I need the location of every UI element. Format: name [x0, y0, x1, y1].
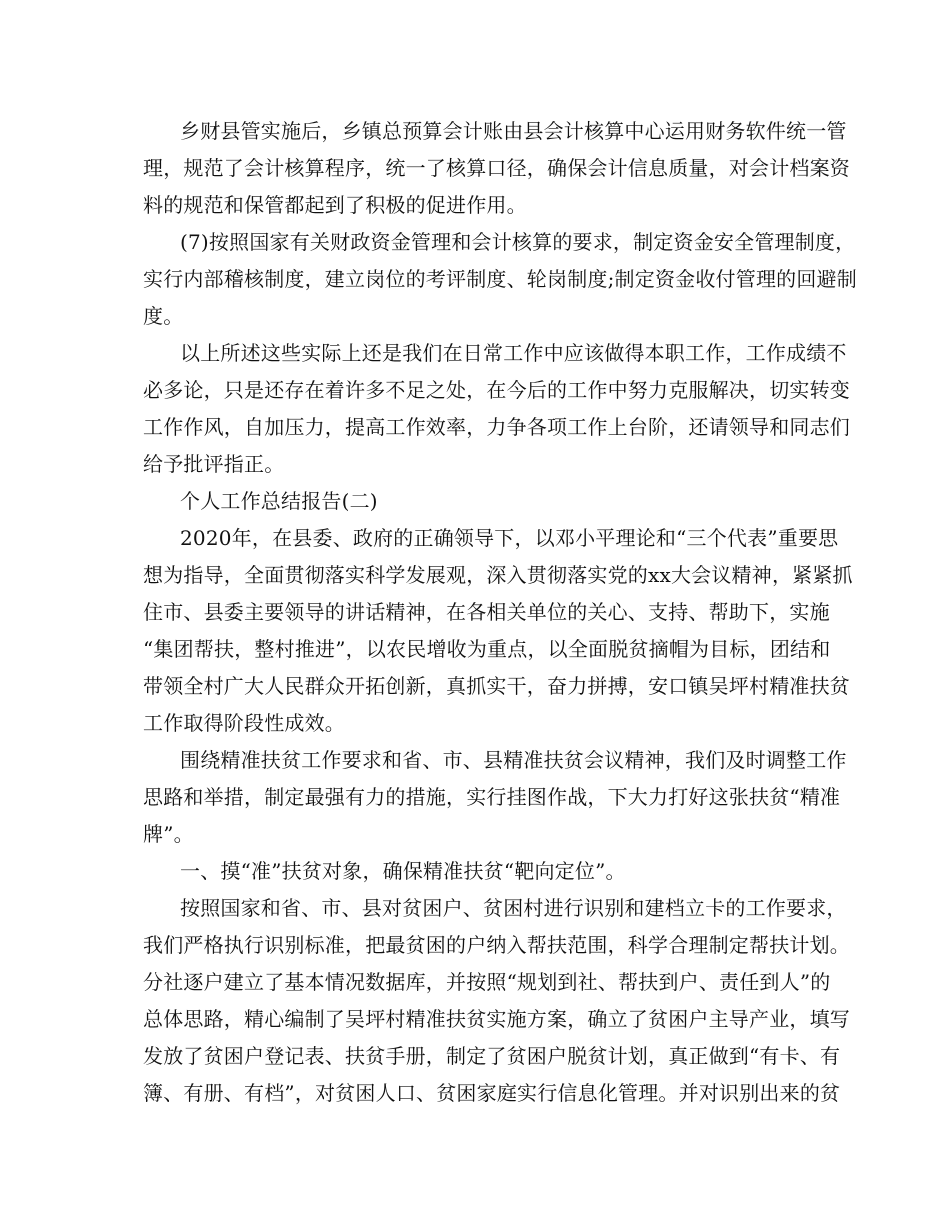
text-line: 总体思路，精心编制了吴坪村精准扶贫实施方案，确立了贫困户主导产业，填写	[143, 1007, 850, 1031]
text-line: 必多论，只是还存在着许多不足之处，在今后的工作中努力克服解决，切实转变	[143, 378, 850, 402]
text-line: 簿、有册、有档”，对贫困人口、贫困家庭实行信息化管理。并对识别出来的贫	[143, 1081, 841, 1105]
text-line: 围绕精准扶贫工作要求和省、市、县精准扶贫会议精神，我们及时调整工作	[180, 748, 847, 772]
text-line: 分社逐户建立了基本情况数据库，并按照“规划到社、帮扶到户、责任到人”的	[143, 970, 831, 994]
text-line: 我们严格执行识别标准，把最贫困的户纳入帮扶范围，科学合理制定帮扶计划。	[143, 933, 850, 957]
text-line: 按照国家和省、市、县对贫困户、贫困村进行识别和建档立卡的工作要求，	[180, 896, 847, 920]
text-line: 住市、县委主要领导的讲话精神，在各相关单位的关心、支持、帮助下，实施	[143, 600, 830, 624]
text-line: 想为指导，全面贯彻落实科学发展观，深入贯彻落实党的xx大会议精神，紧紧抓	[143, 563, 853, 587]
text-line: “集团帮扶，整村推进”，以农民增收为重点，以全面脱贫摘帽为目标，团结和	[143, 637, 831, 661]
section-heading: 个人工作总结报告(二)	[180, 489, 378, 513]
text-line: 2020年，在县委、政府的正确领导下，以邓小平理论和“三个代表”重要思	[180, 526, 839, 550]
text-line: 实行内部稽核制度，建立岗位的考评制度、轮岗制度;制定资金收付管理的回避制	[143, 267, 857, 291]
text-line: 工作作风，自加压力，提高工作效率，力争各项工作上台阶，还请领导和同志们	[143, 415, 850, 439]
text-line: 给予批评指正。	[143, 452, 285, 476]
text-line: 料的规范和保管都起到了积极的促进作用。	[143, 193, 527, 217]
text-line: 以上所述这些实际上还是我们在日常工作中应该做得本职工作，工作成绩不	[180, 341, 847, 365]
text-line: (7)按照国家有关财政资金管理和会计核算的要求，制定资金安全管理制度，	[180, 230, 856, 254]
text-line: 发放了贫困户登记表、扶贫手册，制定了贫困户脱贫计划，真正做到“有卡、有	[143, 1044, 841, 1068]
text-line: 乡财县管实施后，乡镇总预算会计账由县会计核算中心运用财务软件统一管	[180, 119, 847, 143]
text-line: 度。	[143, 304, 184, 328]
text-line: 带领全村广大人民群众开拓创新，真抓实干，奋力拼搏，安口镇吴坪村精准扶贫	[143, 674, 850, 698]
text-line: 工作取得阶段性成效。	[143, 711, 345, 735]
text-line: 牌”。	[143, 822, 194, 846]
text-line: 思路和举措，制定最强有力的措施，实行挂图作战，下大力打好这张扶贫“精准	[143, 785, 841, 809]
text-line: 理，规范了会计核算程序，统一了核算口径，确保会计信息质量，对会计档案资	[143, 156, 850, 180]
subsection-heading: 一、摸“准”扶贫对象，确保精准扶贫“靶向定位”。	[180, 859, 626, 883]
